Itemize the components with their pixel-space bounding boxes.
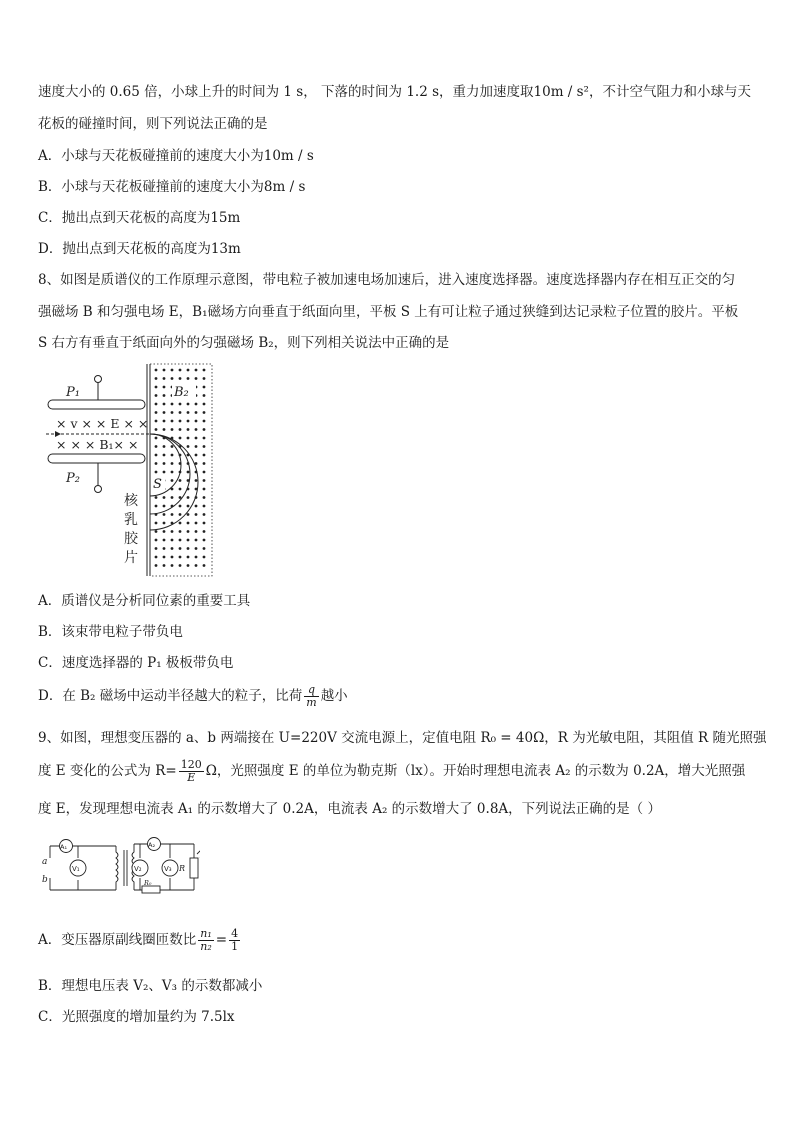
- resistor-r0-label: R₀: [144, 879, 152, 887]
- q8-stem-line-3: S 右方有垂直于纸面向外的匀强磁场 B₂，则下列相关说法中正确的是: [38, 335, 450, 351]
- transformer-circuit-diagram: [36, 834, 200, 896]
- voltmeter-v2-label: V₂: [134, 865, 142, 873]
- q9-stem-line-2: [38, 756, 758, 786]
- q9-option-c: C．光照强度的增加量约为 7.5lx: [38, 1009, 235, 1025]
- resistance-fraction: [179, 759, 204, 784]
- fraction-numerator: 4: [231, 927, 239, 940]
- ammeter-a1-label: A₁: [60, 843, 68, 851]
- q7-stem-line-2: 花板的碰撞时间，则下列说法正确的是: [38, 116, 268, 132]
- b2-label: B₂: [174, 385, 189, 400]
- field-row-1: × v × × E × ×: [56, 416, 149, 431]
- q8-option-b: B．该束带电粒子带负电: [38, 624, 183, 640]
- p1-label: P₁: [66, 385, 80, 400]
- q7-stem-line-1: 速度大小的 0.65 倍，小球上升的时间为 1 s， 下落的时间为 1.2 s，重力加速度取10m / s²，不计空气阻力和小球与天: [38, 84, 751, 100]
- fraction-denominator: E: [187, 771, 196, 784]
- q9-option-b: B．理想电压表 V₂、V₃ 的示数都减小: [38, 978, 263, 994]
- fraction-denominator: 1: [231, 940, 239, 953]
- q9-line2-suffix: Ω，光照强度 E 的单位为勒克斯（lx）。开始时理想电流表 A₂ 的示数为 0.2A，增大光照强: [205, 763, 746, 779]
- field-row-2: × × × B₁× ×: [56, 437, 139, 452]
- voltmeter-v3-label: V₃: [164, 865, 172, 873]
- q7-option-c: C．抛出点到天花板的高度为15m: [38, 210, 241, 226]
- voltmeter-v1-label: V₁: [72, 865, 80, 873]
- fraction-denominator: m: [306, 696, 317, 709]
- film-char-4: 片: [124, 550, 138, 566]
- fraction-numerator: q: [304, 684, 318, 697]
- film-char-3: 胶: [124, 531, 138, 547]
- charge-mass-fraction: [304, 684, 318, 709]
- q8-option-d: [38, 682, 758, 710]
- fraction-denominator: n₂: [200, 940, 212, 953]
- q9-option-a-prefix: A．变压器原副线圈匝数比: [38, 932, 197, 948]
- photoresistor-r-label: R: [179, 864, 186, 873]
- q9-stem-line-1: 9、如图，理想变压器的 a、b 两端接在 U=220V 交流电源上，定值电阻 R₀ = 40Ω，R 为光敏电阻，其阻值 R 随光照强: [38, 730, 767, 746]
- mass-spectrometer-diagram: [38, 362, 218, 580]
- equals-sign: =: [215, 932, 228, 948]
- q9-option-a: [38, 924, 758, 956]
- p2-label: P₂: [66, 471, 80, 486]
- terminal-b-label: b: [42, 875, 48, 885]
- terminal-a-label: a: [42, 857, 48, 867]
- film-char-1: 核: [124, 493, 138, 509]
- ratio-value-fraction: [229, 928, 240, 953]
- q8-option-a: A．质谱仪是分析同位素的重要工具: [38, 593, 251, 609]
- fraction-numerator: n₁: [200, 927, 212, 940]
- q8-stem-line-1: 8、如图是质谱仪的工作原理示意图，带电粒子被加速电场加速后，进入速度选择器。速度选择器内存在相互正交的匀: [38, 272, 736, 288]
- q9-line2-prefix: 度 E 变化的公式为 R=: [38, 763, 177, 779]
- q8-stem-line-2: 强磁场 B 和匀强电场 E，B₁磁场方向垂直于纸面向里，平板 S 上有可让粒子通过狭缝到达记录粒子位置的胶片。平板: [38, 304, 739, 320]
- q7-option-d: D．抛出点到天花板的高度为13m: [38, 241, 241, 257]
- turns-ratio-fraction: [198, 928, 214, 953]
- film-char-2: 乳: [124, 512, 138, 528]
- fraction-numerator: 120: [180, 758, 202, 771]
- q8-option-d-suffix: 越小: [320, 688, 348, 704]
- q8-option-d-prefix: D．在 B₂ 磁场中运动半径越大的粒子，比荷: [38, 688, 303, 704]
- q7-option-a: A．小球与天花板碰撞前的速度大小为10m / s: [38, 148, 314, 164]
- ammeter-a2-label: A₂: [148, 841, 156, 849]
- q8-option-c: C．速度选择器的 P₁ 极板带负电: [38, 655, 234, 671]
- q9-stem-line-3: 度 E，发现理想电流表 A₁ 的示数增大了 0.2A，电流表 A₂ 的示数增大了 0.8A，下列说法正确的是（ ）: [38, 801, 661, 817]
- q7-option-b: B．小球与天花板碰撞前的速度大小为8m / s: [38, 179, 306, 195]
- s-label: S: [153, 477, 162, 492]
